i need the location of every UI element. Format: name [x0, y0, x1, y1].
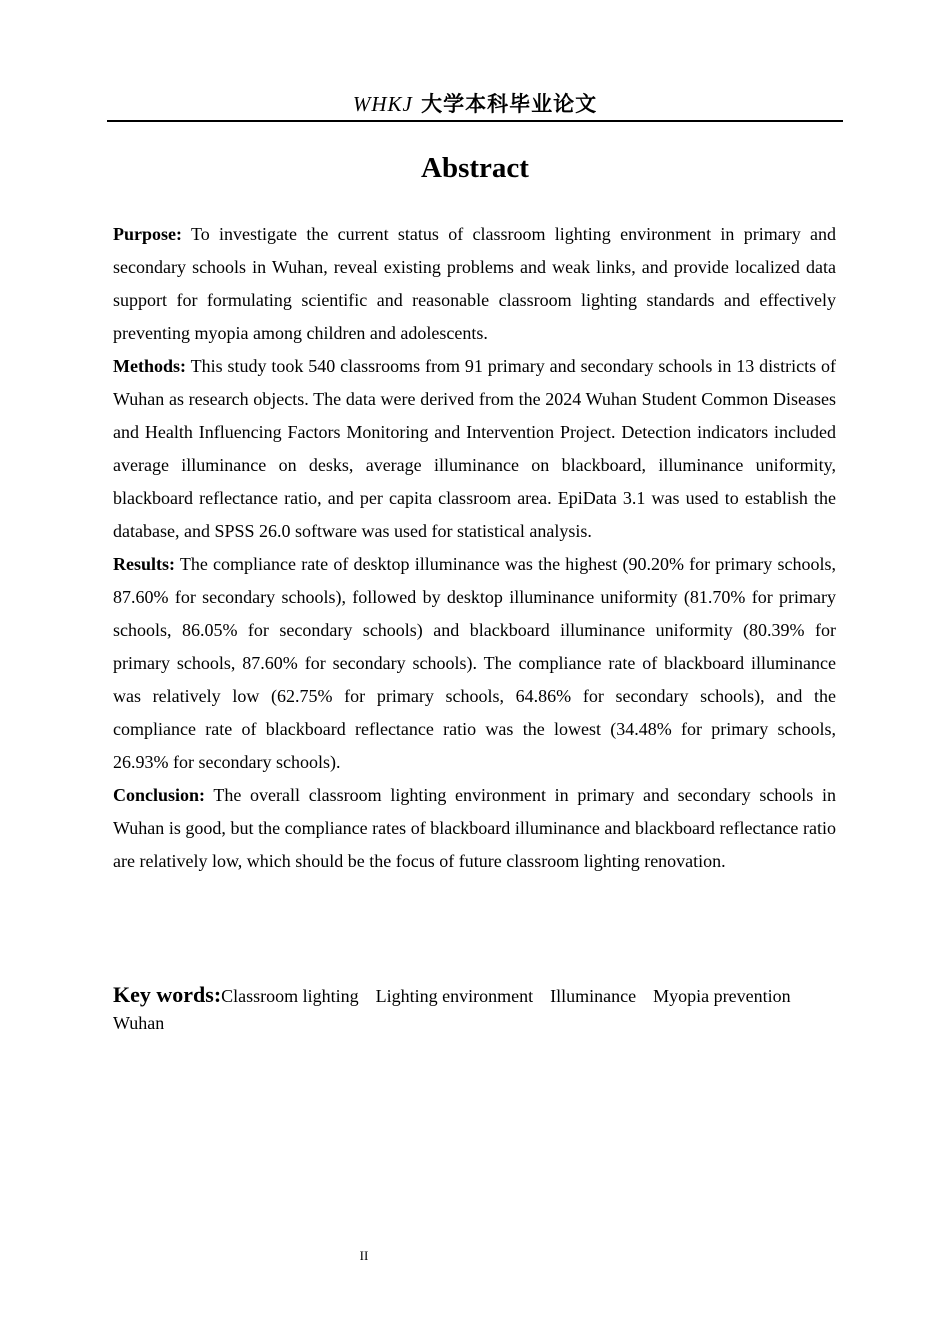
running-header [107, 88, 843, 122]
keywords-label: Key words: [113, 982, 222, 1007]
keyword-item: Classroom lighting [221, 986, 359, 1006]
results-section [113, 548, 836, 779]
header-latin-text: WHKJ [352, 92, 413, 116]
methods-text: This study took 540 classrooms from 91 primary and secondary schools in 13 districts of Wuhan as research objects. The data were derived from the 2024 Wuhan Student Common Diseases and Health Influencing Factors Monitoring and Intervention Project. Detection indicators included average illuminance on desks, average illuminance on blackboard, illuminance uniformity, blackboard reflectance ratio, and per capita classroom area. EpiData 3.1 was used to establish the database, and SPSS 26.0 software was used for statistical analysis. [113, 356, 836, 541]
purpose-text: To investigate the current status of classroom lighting environment in primary and secondary schools in Wuhan, reveal existing problems and weak links, and provide localized data support for formulating scientific and reasonable classroom lighting standards and effectively preventing myopia among children and adolescents. [113, 224, 836, 343]
conclusion-text: The overall classroom lighting environment in primary and secondary schools in Wuhan is good, but the compliance rates of blackboard illuminance and blackboard reflectance ratio are relatively low, which should be the focus of future classroom lighting renovation. [113, 785, 836, 871]
keywords-block [113, 981, 836, 1037]
keyword-item: Wuhan [113, 1013, 165, 1033]
conclusion-section [113, 779, 836, 878]
running-header-title [353, 88, 597, 120]
methods-section [113, 350, 836, 548]
conclusion-label: Conclusion: [113, 785, 206, 805]
page-number: II [359, 1248, 369, 1263]
methods-label: Methods: [113, 356, 186, 376]
abstract-body [113, 218, 836, 878]
purpose-section [113, 218, 836, 350]
purpose-label: Purpose: [113, 224, 182, 244]
results-text: The compliance rate of desktop illuminance was the highest (90.20% for primary schools, 87.60% for secondary schools), followed by desktop illuminance uniformity (81.70% for primary schools, 86.05% for secondary schools) and blackboard illuminance uniformity (80.39% for primary schools, 87.60% for secondary schools). The compliance rate of blackboard illuminance was relatively low (62.75% for primary schools, 64.86% for secondary schools), and the compliance rate of blackboard reflectance ratio was the lowest (34.48% for primary schools, 26.93% for secondary schools). [113, 554, 836, 772]
abstract-title: Abstract [421, 152, 529, 184]
keyword-item: Lighting environment [375, 986, 534, 1006]
keyword-item: Myopia prevention [653, 986, 791, 1006]
keyword-item: Illuminance [550, 986, 637, 1006]
header-cjk-text: 大学本科毕业论文 [412, 92, 598, 116]
results-label: Results: [113, 554, 175, 574]
